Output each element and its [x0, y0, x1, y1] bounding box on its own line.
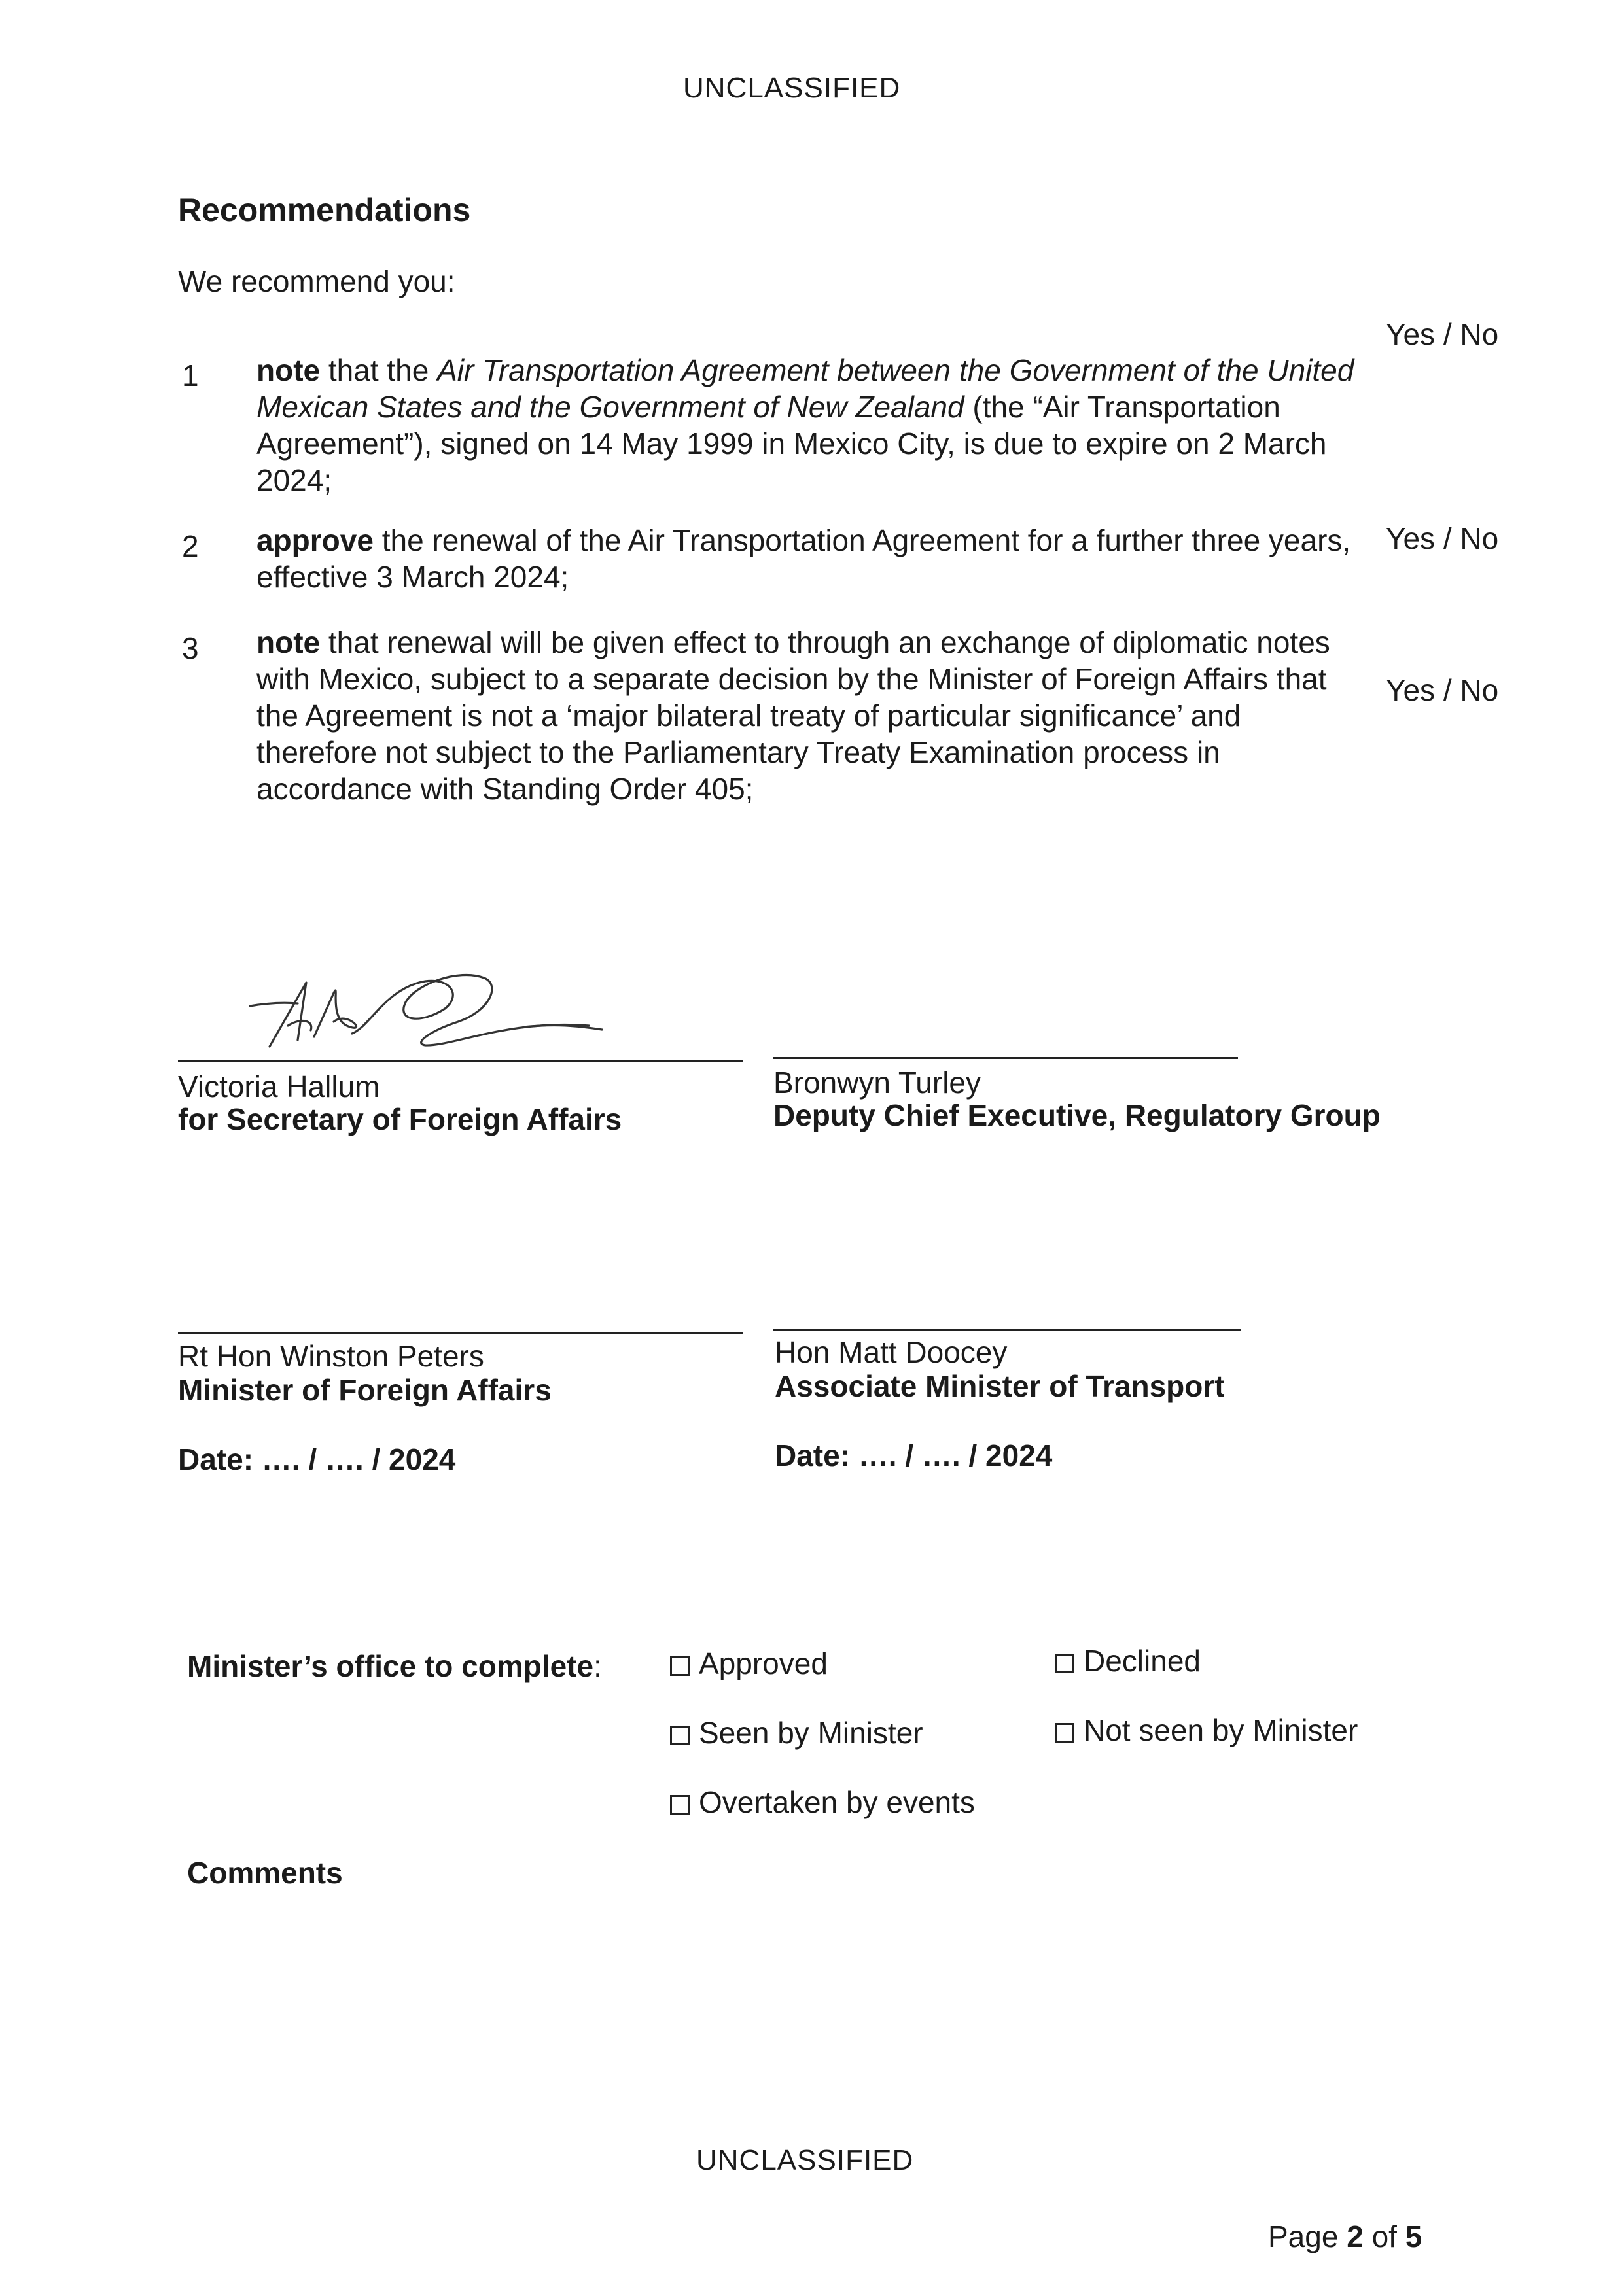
signatory-peters-name: Rt Hon Winston Peters — [178, 1339, 484, 1373]
option-overtaken-by-events[interactable] — [670, 1784, 975, 1820]
recommendation-3-text — [256, 624, 1343, 807]
recommendation-1-response: Yes / No — [1386, 317, 1499, 351]
recommendation-1-text-b: (the “Air Transportation Agreement”), signed on 14 May 1999 in Mexico City, is due to expire on 2 March 2024; — [256, 390, 1327, 497]
recommendation-2-text — [256, 522, 1369, 595]
recommendation-3-verb: note — [256, 625, 321, 659]
page-number-of: of — [1363, 2219, 1405, 2253]
checkbox-not-seen-by-minister[interactable] — [1055, 1723, 1074, 1743]
option-declined[interactable] — [1055, 1643, 1201, 1679]
footer-classification: UNCLASSIFIED — [696, 2144, 914, 2176]
handwritten-signature — [236, 948, 615, 1060]
checkbox-overtaken-by-events[interactable] — [670, 1795, 690, 1815]
option-seen-by-minister[interactable] — [670, 1715, 923, 1750]
recommendation-2-number: 2 — [182, 529, 199, 563]
checkbox-approved[interactable] — [670, 1656, 690, 1676]
recommendation-3-response: Yes / No — [1386, 673, 1499, 707]
option-overtaken-by-events-label: Overtaken by events — [699, 1785, 975, 1819]
signatory-turley-name: Bronwyn Turley — [773, 1066, 981, 1100]
signature-line-doocey — [773, 1329, 1241, 1331]
option-not-seen-by-minister-label: Not seen by Minister — [1084, 1713, 1358, 1747]
recommendation-2-response: Yes / No — [1386, 521, 1499, 555]
recommendation-2-text-a: the renewal of the Air Transportation Agreement for a further three years, effective 3 March 2024; — [256, 523, 1351, 594]
recommendation-1-text-a: that the — [320, 353, 438, 387]
recommendation-1-agreement-title: Air Transportation Agreement between the Government of the United Mexican States and the Government of New Zealand — [256, 353, 1354, 424]
recommendations-heading: Recommendations — [178, 192, 471, 228]
page-number — [1268, 2219, 1422, 2254]
signatory-hallum-title: for Secretary of Foreign Affairs — [178, 1102, 622, 1136]
option-seen-by-minister-label: Seen by Minister — [699, 1716, 923, 1750]
checkbox-declined[interactable] — [1055, 1654, 1074, 1673]
recommendation-3-number: 3 — [182, 631, 199, 665]
recommendation-2-verb: approve — [256, 523, 374, 557]
recommendation-1-number: 1 — [182, 358, 199, 392]
office-complete-label-text: Minister’s office to complete — [187, 1649, 594, 1683]
recommendation-1-verb: note — [256, 353, 321, 387]
signatory-peters-date: Date: …. / …. / 2024 — [178, 1442, 456, 1476]
signature-line-hallum — [178, 1060, 743, 1062]
signatory-doocey-date: Date: …. / …. / 2024 — [775, 1438, 1053, 1472]
page-number-prefix: Page — [1268, 2219, 1347, 2253]
signatory-hallum-name: Victoria Hallum — [178, 1070, 380, 1104]
recommendation-1-text — [256, 352, 1362, 498]
office-complete-label — [187, 1648, 602, 1684]
office-complete-label-colon: : — [593, 1649, 602, 1683]
header-classification: UNCLASSIFIED — [683, 72, 901, 104]
option-not-seen-by-minister[interactable] — [1055, 1713, 1358, 1748]
signature-line-turley — [773, 1057, 1238, 1059]
option-approved-label: Approved — [699, 1646, 828, 1680]
signatory-turley-title: Deputy Chief Executive, Regulatory Group — [773, 1098, 1381, 1132]
option-approved[interactable] — [670, 1646, 828, 1681]
page-number-total: 5 — [1405, 2219, 1422, 2253]
checkbox-seen-by-minister[interactable] — [670, 1726, 690, 1745]
page-number-current: 2 — [1347, 2219, 1364, 2253]
comments-label: Comments — [187, 1856, 343, 1890]
signatory-peters-title: Minister of Foreign Affairs — [178, 1373, 552, 1407]
signatory-doocey-title: Associate Minister of Transport — [775, 1369, 1225, 1403]
signature-line-peters — [178, 1332, 743, 1334]
signatory-doocey-name: Hon Matt Doocey — [775, 1335, 1008, 1369]
recommendation-3-text-a: that renewal will be given effect to through an exchange of diplomatic notes with Mexico, subject to a separate decision by the Minister of Foreign Affairs that the Agreement is not a ‘major bilateral treaty of particular significance’ and therefore not subject to the Parliamentary Treaty Examination process in accordance with Standing Order 405; — [256, 625, 1330, 806]
option-declined-label: Declined — [1084, 1644, 1201, 1678]
recommendations-intro: We recommend you: — [178, 264, 455, 298]
